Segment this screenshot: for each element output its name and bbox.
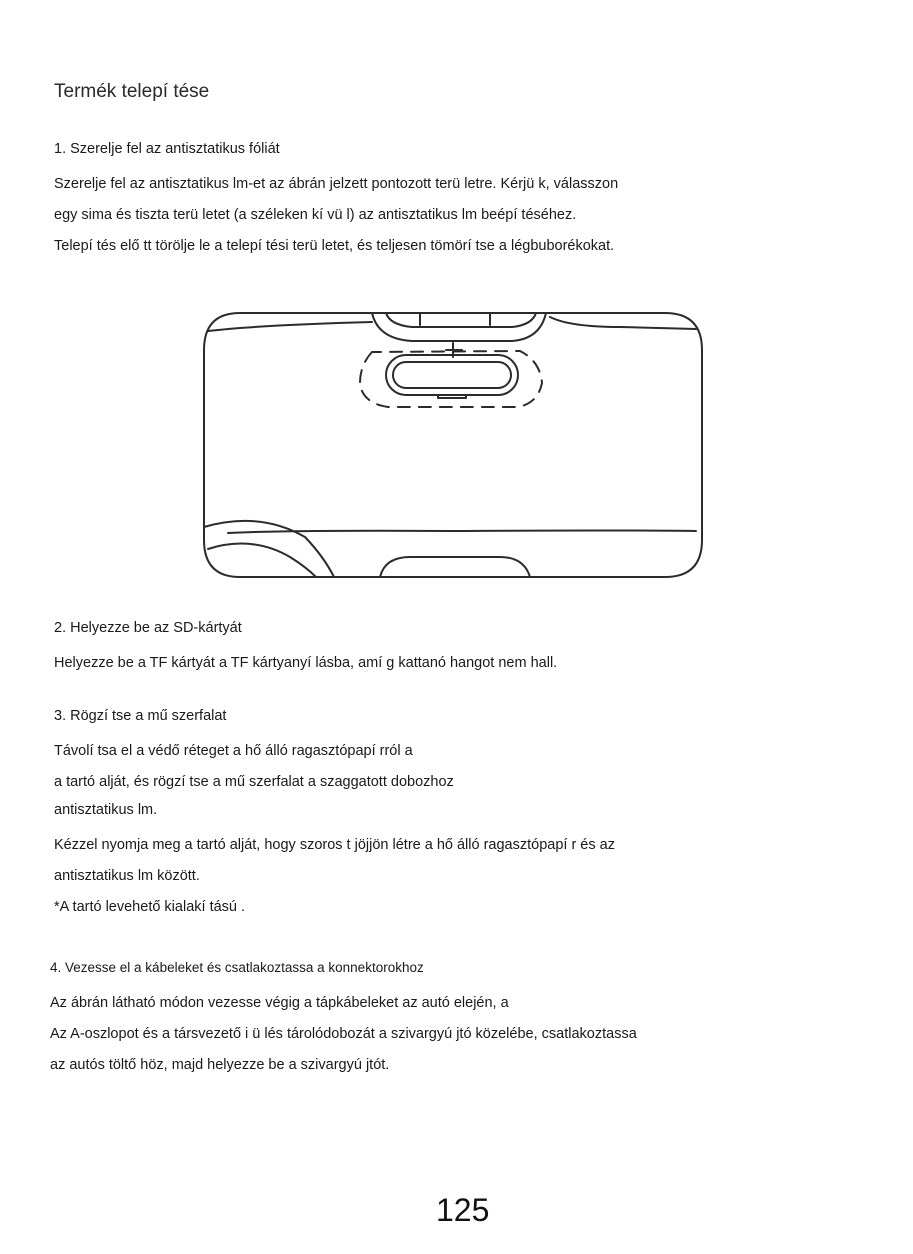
section-3-line-3: antisztatikus lm.: [54, 802, 158, 818]
section-2-line-1: Helyezze be a TF kártyát a TF kártyanyí lásba, amí g kattanó hangot nem hall.: [54, 655, 558, 671]
section-1-heading: 1. Szerelje fel az antisztatikus fóliát: [54, 141, 280, 157]
top-right-edge: [550, 317, 696, 329]
mounting-diagram: [200, 305, 705, 585]
top-clip-center: [420, 313, 490, 325]
top-left-edge: [208, 322, 372, 331]
section-1-line-1: Szerelje fel az antisztatikus lm-et az ábrán jelzett pontozott terü letre. Kérjü k, válasszon: [54, 176, 619, 192]
section-1-line-3: Telepí tés elő tt törölje le a telepí tési terü letet, és teljesen tömörí tse a légbuborékokat.: [54, 238, 615, 254]
bottom-left-dial-outer: [204, 521, 334, 577]
section-3-line-2: a tartó alját, és rögzí tse a mű szerfalat a szaggatott dobozhoz: [54, 774, 454, 790]
section-4-line-1: Az ábrán látható módon vezesse végig a tápkábeleket az autó elején, a: [50, 995, 509, 1011]
section-3-line-5: antisztatikus lm között.: [54, 868, 200, 884]
section-1-line-2: egy sima és tiszta terü letet (a széleken kí vü l) az antisztatikus lm beépí téséhez.: [54, 207, 577, 223]
section-3-line-4: Kézzel nyomja meg a tartó alját, hogy szoros t jöjjön létre a hő álló ragasztópapí r és az: [54, 837, 615, 853]
section-4-line-2: Az A-oszlopot és a társvezető i ü lés tárolódobozát a szivargyú jtó közelébe, csatlakoztassa: [50, 1026, 637, 1042]
section-3-line-1: Távolí tsa el a védő réteget a hő álló ragasztópapí rról a: [54, 743, 413, 759]
section-4-line-3: az autós töltő höz, majd helyezze be a szivargyú jtót.: [50, 1057, 390, 1073]
mount-slot-inner: [393, 362, 511, 388]
top-clip-inner: [386, 313, 536, 327]
page-title: Termék telepí tése: [54, 81, 210, 102]
section-3-note: *A tartó levehető kialakí tású .: [54, 899, 246, 915]
bottom-left-dial-inner: [208, 544, 316, 577]
section-2-heading: 2. Helyezze be az SD-kártyát: [54, 620, 242, 636]
page-number: 125: [436, 1192, 490, 1228]
section-4-heading: 4. Vezesse el a kábeleket és csatlakoztassa a konnektorokhoz: [50, 960, 424, 975]
bottom-center-notch: [380, 557, 530, 577]
section-3-heading: 3. Rögzí tse a mű szerfalat: [54, 708, 227, 724]
